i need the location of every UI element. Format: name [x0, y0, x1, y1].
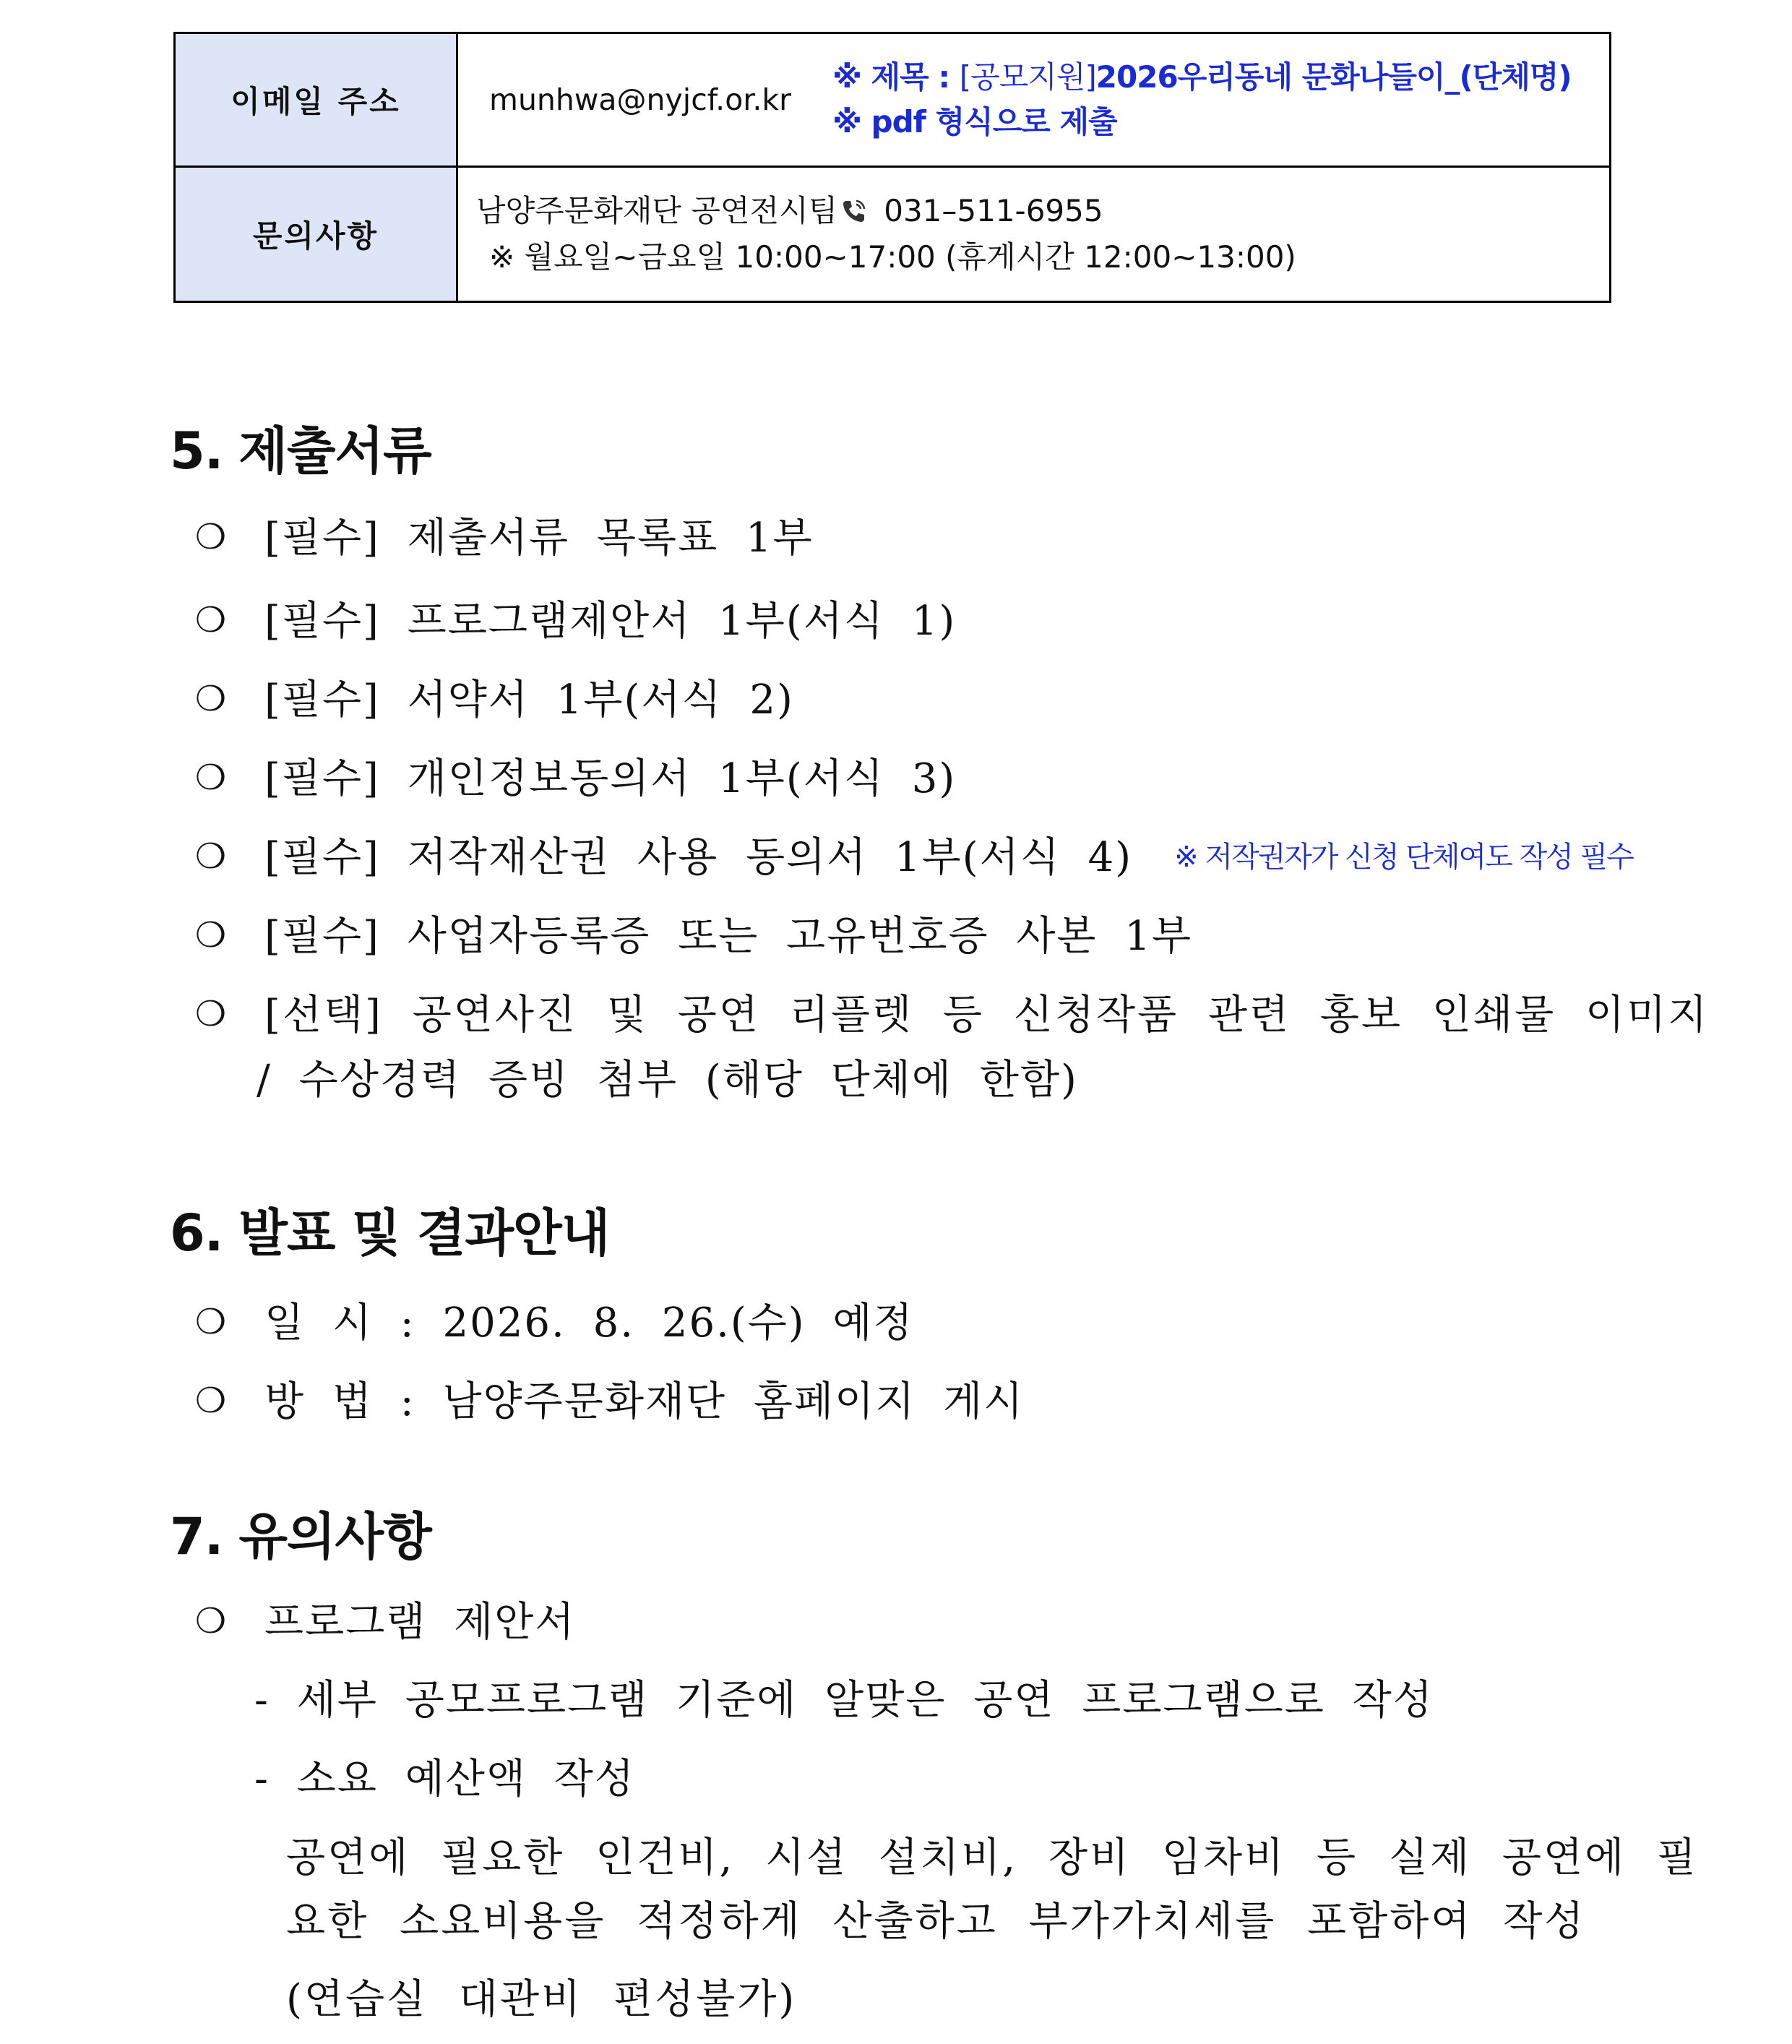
list-item: ❍ [필수] 개인정보동의서 1부(서식 3) — [195, 755, 957, 802]
email-notes — [832, 55, 1571, 145]
email-row — [175, 33, 1611, 167]
circle-bullet-icon: ❍ — [195, 1601, 228, 1641]
circle-bullet-icon: ❍ — [195, 757, 228, 798]
inquiry-label: 문의사항 — [175, 167, 457, 302]
inquiry-hours: ※ 월요일~금요일 10:00~17:00 (휴게시간 12:00~13:00) — [489, 239, 1296, 275]
sub-item: - 소요 예산액 작성 — [254, 1756, 635, 1803]
sub-item: - 세부 공모프로그램 기준에 알맞은 공연 프로그램으로 작성 — [254, 1677, 1434, 1724]
phone-icon — [839, 192, 868, 221]
email-address[interactable]: munhwa@nyjcf.or.kr — [489, 82, 792, 117]
paragraph-line: 공연에 필요한 인건비, 시설 설치비, 장비 임차비 등 실제 공연에 필 — [286, 1834, 1699, 1881]
section6-title: 발표 및 결과안내 — [238, 1203, 610, 1263]
inquiry-cell — [457, 167, 1611, 302]
section5-title: 제출서류 — [238, 421, 431, 481]
list-item: ❍ [선택] 공연사진 및 공연 리플렛 등 신청작품 관련 홍보 인쇄물 이미지 — [195, 992, 1710, 1039]
list-item: ❍ [필수] 사업자등록증 또는 고유번호증 사본 1부 — [195, 913, 1193, 960]
circle-bullet-icon: ❍ — [195, 517, 228, 557]
section7-number: 7. — [170, 1507, 223, 1566]
list-item-continuation: / 수상경력 증빙 첨부 (해당 단체에 한함) — [257, 1057, 1078, 1104]
subject-note: ※ 제목 : [공모지원]2026우리동네 문화나들이_(단체명) — [832, 59, 1572, 95]
circle-bullet-icon: ❍ — [195, 1302, 228, 1342]
list-item: ❍ 방 법 : 남양주문화재단 홈페이지 게시 — [195, 1378, 1025, 1425]
circle-bullet-icon: ❍ — [195, 994, 228, 1034]
phone-number: 031–511-6955 — [884, 193, 1103, 228]
format-note: ※ pdf 형식으로 제출 — [832, 104, 1117, 139]
list-item: ❍ [필수] 저작재산권 사용 동의서 1부(서식 4) ※ 저작권자가 신청 단체여도 작성 필수 — [195, 834, 1633, 881]
list-item: ❍ [필수] 프로그램제안서 1부(서식 1) — [195, 598, 957, 645]
inquiry-team: 남양주문화재단 공연전시팀 — [476, 193, 838, 228]
inquiry-contact-line — [459, 188, 1608, 234]
list-item: ❍ [필수] 제출서류 목록표 1부 — [195, 515, 814, 562]
section5-number: 5. — [170, 421, 223, 481]
paragraph-line: 요한 소요비용을 적정하게 산출하고 부가가치세를 포함하여 작성 — [286, 1898, 1586, 1945]
section6-number: 6. — [170, 1203, 223, 1263]
circle-bullet-icon: ❍ — [195, 1380, 228, 1421]
email-label: 이메일 주소 — [175, 33, 457, 167]
section7-title: 유의사항 — [238, 1507, 431, 1566]
section7-heading — [170, 1496, 431, 1569]
list-item: ❍ 일 시 : 2026. 8. 26.(수) 예정 — [195, 1300, 914, 1347]
paragraph-line: (연습실 대관비 편성불가) — [286, 1976, 797, 2023]
contact-table — [173, 32, 1611, 303]
circle-bullet-icon: ❍ — [195, 836, 228, 877]
list-item: ❍ [필수] 서약서 1부(서식 2) — [195, 677, 794, 723]
list-item: ❍ 프로그램 제안서 — [195, 1599, 576, 1646]
inquiry-row — [175, 167, 1611, 302]
section6-heading — [170, 1193, 609, 1266]
email-cell — [457, 33, 1611, 167]
circle-bullet-icon: ❍ — [195, 679, 228, 719]
section5-heading — [170, 411, 431, 484]
copyright-note: ※ 저작권자가 신청 단체여도 작성 필수 — [1174, 841, 1633, 874]
circle-bullet-icon: ❍ — [195, 600, 228, 640]
circle-bullet-icon: ❍ — [195, 915, 228, 956]
